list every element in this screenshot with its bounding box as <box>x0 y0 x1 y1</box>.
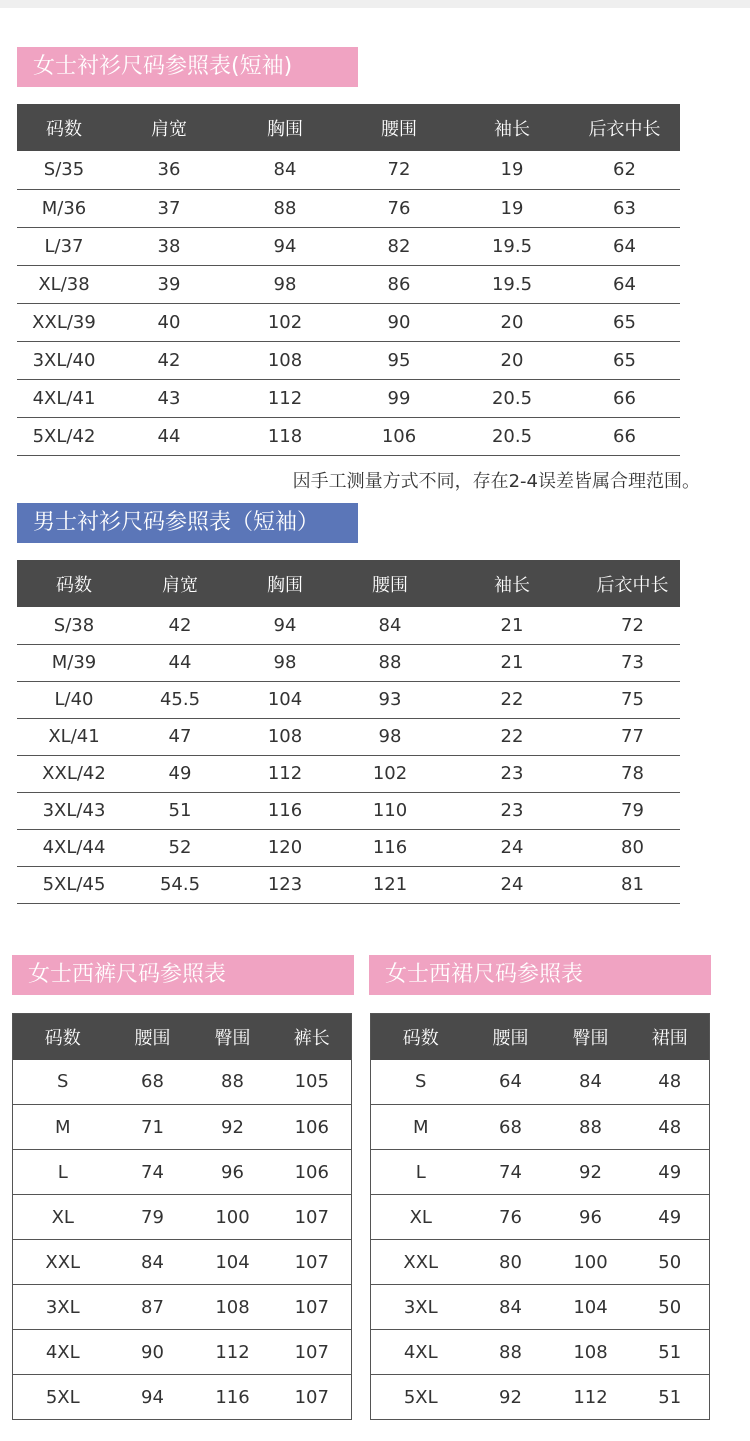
table-cell: 5XL/45 <box>17 866 131 903</box>
table-cell: XL <box>371 1195 471 1240</box>
table-cell: L <box>13 1150 113 1195</box>
table-cell: 65 <box>569 303 680 341</box>
table-cell: 3XL/43 <box>17 792 131 829</box>
table-cell: 86 <box>343 265 455 303</box>
table-cell: 98 <box>229 644 341 681</box>
table-cell: 84 <box>471 1285 551 1330</box>
table-cell: 5XL/42 <box>17 417 111 455</box>
men-shirt-title: 男士衬衫尺码参照表（短袖） <box>17 503 358 543</box>
table-cell: 72 <box>343 151 455 189</box>
header-cell: 袖长 <box>455 104 569 151</box>
table-cell: 88 <box>341 644 439 681</box>
women-pants-rows <box>13 1060 352 1420</box>
table-row <box>13 1240 352 1285</box>
table-cell: 44 <box>111 417 227 455</box>
table-row <box>17 792 680 829</box>
table-cell: 107 <box>273 1285 352 1330</box>
table-cell: 90 <box>113 1330 193 1375</box>
table-row <box>371 1375 710 1420</box>
table-cell: 63 <box>569 189 680 227</box>
header-cell: 臀围 <box>193 1014 273 1060</box>
table-cell: 120 <box>229 829 341 866</box>
table-cell: 75 <box>585 681 680 718</box>
table-row <box>17 607 680 644</box>
header-cell: 胸围 <box>227 104 343 151</box>
table-cell: 104 <box>193 1240 273 1285</box>
table-row <box>17 189 680 227</box>
table-row <box>17 718 680 755</box>
table-cell: 66 <box>569 379 680 417</box>
table-cell: 92 <box>499 1386 522 1408</box>
table-cell: 48 <box>631 1105 710 1150</box>
table-cell: 5XL <box>45 1386 80 1408</box>
table-cell: 64 <box>569 265 680 303</box>
table-cell: L <box>371 1150 471 1195</box>
table-cell: 76 <box>343 189 455 227</box>
table-cell: 80 <box>471 1240 551 1285</box>
women-skirt-rows <box>371 1060 710 1420</box>
women-shirt-title: 女士衬衫尺码参照表(短袖) <box>17 47 358 87</box>
table-cell: S <box>13 1060 113 1105</box>
table-cell: 44 <box>131 644 229 681</box>
table-cell: 93 <box>341 681 439 718</box>
table-row <box>13 1195 352 1240</box>
table-cell: M/39 <box>17 644 131 681</box>
table-row <box>17 681 680 718</box>
table-cell: 99 <box>343 379 455 417</box>
header-cell: 臀围 <box>551 1014 631 1060</box>
table-cell: 20 <box>455 341 569 379</box>
table-cell: 24 <box>439 829 585 866</box>
women-skirt-table <box>370 1013 710 1420</box>
top-band <box>0 0 750 8</box>
table-cell: 73 <box>585 644 680 681</box>
table-cell: 4XL/44 <box>17 829 131 866</box>
table-cell: 3XL <box>371 1285 471 1330</box>
table-cell: 81 <box>585 866 680 903</box>
table-cell: 5XL <box>403 1386 438 1408</box>
women-skirt-title: 女士西裙尺码参照表 <box>369 955 711 995</box>
table-cell: 82 <box>343 227 455 265</box>
table-cell: 20.5 <box>455 379 569 417</box>
table-header-row <box>17 560 680 607</box>
table-row <box>17 379 680 417</box>
table-cell: 22 <box>439 681 585 718</box>
men-shirt-table <box>17 560 680 904</box>
table-cell: 116 <box>341 829 439 866</box>
table-cell: 52 <box>131 829 229 866</box>
table-cell: 112 <box>193 1330 273 1375</box>
table-cell: 88 <box>227 189 343 227</box>
table-cell: 108 <box>551 1330 631 1375</box>
table-cell: 87 <box>113 1285 193 1330</box>
table-cell: 116 <box>229 792 341 829</box>
table-row <box>371 1285 710 1330</box>
table-row <box>17 151 680 189</box>
table-cell: 51 <box>131 792 229 829</box>
table-cell: 94 <box>141 1386 164 1408</box>
table-cell: 64 <box>569 227 680 265</box>
table-cell: 65 <box>569 341 680 379</box>
table-row <box>371 1105 710 1150</box>
table-cell: 90 <box>343 303 455 341</box>
table-row <box>17 866 680 903</box>
table-cell: 98 <box>341 718 439 755</box>
table-cell: 100 <box>193 1195 273 1240</box>
table-cell: 107 <box>294 1386 329 1408</box>
header-cell: 后衣中长 <box>569 104 680 151</box>
table-row <box>371 1060 710 1105</box>
table-cell: 37 <box>111 189 227 227</box>
table-cell: 66 <box>569 417 680 455</box>
table-cell: 49 <box>631 1195 710 1240</box>
table-cell: 118 <box>227 417 343 455</box>
table-cell: 36 <box>111 151 227 189</box>
table-row <box>13 1330 352 1375</box>
table-row <box>13 1060 352 1105</box>
table-cell: 84 <box>341 607 439 644</box>
table-cell: 20.5 <box>455 417 569 455</box>
table-cell: 110 <box>341 792 439 829</box>
header-cell: 裤长 <box>273 1014 352 1060</box>
header-cell: 后衣中长 <box>585 560 680 607</box>
table-cell: 108 <box>193 1285 273 1330</box>
table-cell: 38 <box>111 227 227 265</box>
table-cell: 112 <box>573 1386 608 1408</box>
table-cell: 104 <box>229 681 341 718</box>
table-cell: 95 <box>343 341 455 379</box>
table-cell: 24 <box>439 866 585 903</box>
table-cell: 102 <box>341 755 439 792</box>
women-shirt-rows <box>17 151 680 455</box>
table-cell: 107 <box>273 1195 352 1240</box>
table-cell: 4XL <box>371 1330 471 1375</box>
table-row <box>13 1105 352 1150</box>
table-cell: 43 <box>111 379 227 417</box>
table-cell: 42 <box>111 341 227 379</box>
table-cell: 108 <box>227 341 343 379</box>
table-cell: XXL/42 <box>17 755 131 792</box>
table-cell: L/40 <box>17 681 131 718</box>
table-cell: XL/38 <box>17 265 111 303</box>
table-cell: 104 <box>551 1285 631 1330</box>
table-cell: 94 <box>227 227 343 265</box>
header-cell: 裙围 <box>631 1014 710 1060</box>
table-cell: XXL <box>13 1240 113 1285</box>
table-cell: 19 <box>455 189 569 227</box>
table-header-row <box>371 1014 710 1060</box>
table-cell: M <box>13 1105 113 1150</box>
table-cell: 23 <box>439 792 585 829</box>
table-cell: 22 <box>439 718 585 755</box>
measurement-note: 因手工测量方式不同，存在2-4误差皆属合理范围。 <box>292 471 700 492</box>
table-row <box>13 1375 352 1420</box>
table-cell: 107 <box>273 1240 352 1285</box>
table-cell: S <box>371 1060 471 1105</box>
table-cell: 40 <box>111 303 227 341</box>
table-cell: XL <box>13 1195 113 1240</box>
table-cell: 84 <box>227 151 343 189</box>
table-cell: 88 <box>193 1060 273 1105</box>
header-cell: 码数 <box>17 104 111 151</box>
table-row <box>371 1330 710 1375</box>
table-cell: 79 <box>113 1195 193 1240</box>
table-cell: 112 <box>227 379 343 417</box>
header-cell: 码数 <box>17 560 131 607</box>
table-cell: 54.5 <box>131 866 229 903</box>
table-cell: 51 <box>658 1386 682 1408</box>
table-cell: 45.5 <box>131 681 229 718</box>
table-cell: 39 <box>111 265 227 303</box>
table-cell: XXL/39 <box>17 303 111 341</box>
header-cell: 码数 <box>13 1014 113 1060</box>
header-cell: 胸围 <box>229 560 341 607</box>
table-cell: 121 <box>341 866 439 903</box>
table-cell: 72 <box>585 607 680 644</box>
header-cell: 腰围 <box>113 1014 193 1060</box>
table-cell: 123 <box>229 866 341 903</box>
table-cell: 79 <box>585 792 680 829</box>
table-cell: 4XL <box>13 1330 113 1375</box>
table-row <box>17 227 680 265</box>
table-cell: 68 <box>113 1060 193 1105</box>
table-row <box>17 644 680 681</box>
table-cell: M/36 <box>17 189 111 227</box>
table-cell: S/38 <box>17 607 131 644</box>
table-cell: 50 <box>631 1285 710 1330</box>
table-cell: 62 <box>569 151 680 189</box>
women-pants-table <box>12 1013 352 1420</box>
header-cell: 腰围 <box>341 560 439 607</box>
table-cell: 88 <box>551 1105 631 1150</box>
table-cell: 106 <box>273 1105 352 1150</box>
table-cell: 19.5 <box>455 227 569 265</box>
table-cell: 106 <box>343 417 455 455</box>
table-cell: 23 <box>439 755 585 792</box>
header-cell: 肩宽 <box>111 104 227 151</box>
table-cell: 92 <box>193 1105 273 1150</box>
table-cell: 108 <box>229 718 341 755</box>
table-row <box>371 1150 710 1195</box>
header-cell: 码数 <box>371 1014 471 1060</box>
table-cell: 21 <box>439 607 585 644</box>
table-cell: 51 <box>631 1330 710 1375</box>
table-cell: 100 <box>551 1240 631 1285</box>
table-cell: 74 <box>113 1150 193 1195</box>
table-row <box>17 829 680 866</box>
table-cell: 3XL/40 <box>17 341 111 379</box>
table-cell: S/35 <box>17 151 111 189</box>
table-cell: 116 <box>215 1386 250 1408</box>
table-cell: XL/41 <box>17 718 131 755</box>
table-cell: 105 <box>273 1060 352 1105</box>
table-cell: 20 <box>455 303 569 341</box>
table-row <box>371 1195 710 1240</box>
table-cell: 48 <box>631 1060 710 1105</box>
table-cell: 84 <box>113 1240 193 1285</box>
table-cell: 71 <box>113 1105 193 1150</box>
table-cell: 96 <box>551 1195 631 1240</box>
table-cell: 49 <box>131 755 229 792</box>
table-cell: 68 <box>471 1105 551 1150</box>
table-cell: 88 <box>471 1330 551 1375</box>
women-shirt-table <box>17 104 680 456</box>
table-cell: 102 <box>227 303 343 341</box>
table-row <box>371 1240 710 1285</box>
header-cell: 腰围 <box>471 1014 551 1060</box>
table-cell: 49 <box>631 1150 710 1195</box>
header-cell: 袖长 <box>439 560 585 607</box>
table-cell: 4XL/41 <box>17 379 111 417</box>
table-header-row <box>13 1014 352 1060</box>
table-cell: 98 <box>227 265 343 303</box>
table-cell: L/37 <box>17 227 111 265</box>
men-shirt-rows <box>17 607 680 903</box>
table-cell: 80 <box>585 829 680 866</box>
women-pants-title: 女士西裤尺码参照表 <box>12 955 354 995</box>
table-cell: 19 <box>455 151 569 189</box>
table-row <box>17 755 680 792</box>
table-cell: 74 <box>471 1150 551 1195</box>
table-row <box>17 265 680 303</box>
table-cell: 50 <box>631 1240 710 1285</box>
table-cell: 92 <box>551 1150 631 1195</box>
table-cell: 42 <box>131 607 229 644</box>
table-row <box>13 1150 352 1195</box>
table-cell: 76 <box>471 1195 551 1240</box>
table-cell: 96 <box>193 1150 273 1195</box>
table-cell: 19.5 <box>455 265 569 303</box>
table-cell: 64 <box>471 1060 551 1105</box>
table-cell: 112 <box>229 755 341 792</box>
table-cell: 3XL <box>13 1285 113 1330</box>
table-header-row <box>17 104 680 151</box>
table-cell: 78 <box>585 755 680 792</box>
table-cell: 107 <box>273 1330 352 1375</box>
table-row <box>17 303 680 341</box>
header-cell: 腰围 <box>343 104 455 151</box>
table-cell: 94 <box>229 607 341 644</box>
table-cell: 106 <box>273 1150 352 1195</box>
table-cell: M <box>371 1105 471 1150</box>
table-row <box>17 341 680 379</box>
table-row <box>17 417 680 455</box>
table-cell: 77 <box>585 718 680 755</box>
table-cell: 84 <box>551 1060 631 1105</box>
table-row <box>13 1285 352 1330</box>
table-cell: 21 <box>439 644 585 681</box>
header-cell: 肩宽 <box>131 560 229 607</box>
table-cell: XXL <box>371 1240 471 1285</box>
table-cell: 47 <box>131 718 229 755</box>
